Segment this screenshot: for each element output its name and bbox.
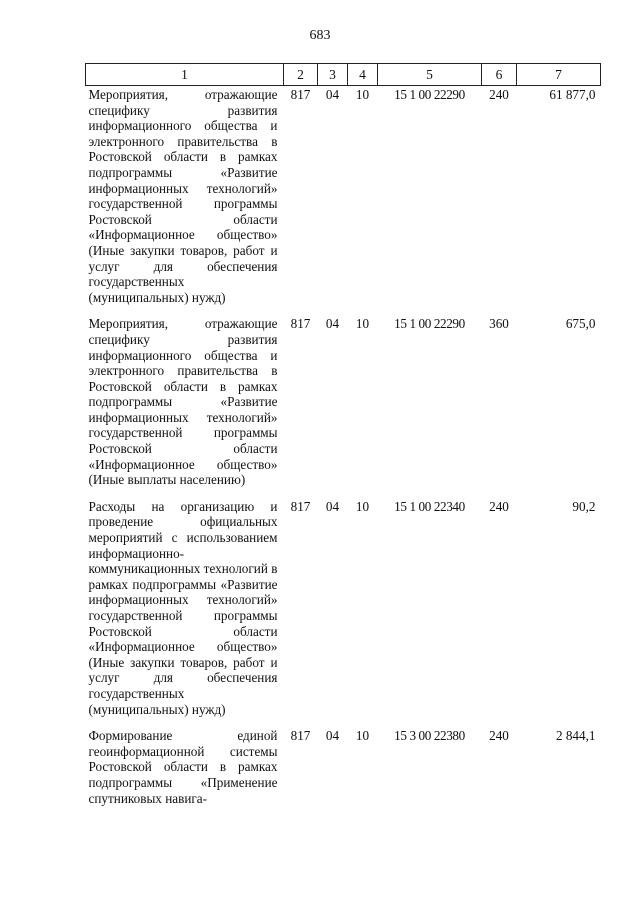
target-article-code: 15 3 00 22380	[394, 728, 465, 744]
section-code: 04	[325, 728, 340, 744]
row-description: Мероприятия, отражающие специфику развития информационного общества и электронного правительства в Ростовской области в рамках подпрограммы «Развитие информационных технологий» государственной программы Ростовской области «Информационное общество» (Иные закупки товаров, работ и услуг для обеспечения государственных (муниципальных) нужд)	[88, 87, 278, 305]
row-description: Мероприятия, отражающие специфику развития информационного общества и электронного правительства в Ростовской области в рамках подпрограммы «Развитие информационных технологий» государственной программы Ростовской области «Информационное общество» (Иные выплаты населению)	[88, 316, 278, 488]
column-header-7: 7	[517, 64, 601, 86]
header-row	[86, 64, 601, 86]
subsection-code: 10	[355, 316, 370, 332]
subsection-code: 10	[355, 87, 370, 102]
column-header-1: 1	[86, 64, 284, 86]
column-header-3: 3	[318, 64, 348, 86]
amount: 675,0	[565, 316, 596, 332]
target-article-code: 15 1 00 22290	[394, 87, 465, 102]
ministry-code: 817	[290, 87, 311, 102]
target-article-code: 15 1 00 22290	[394, 316, 465, 332]
expense-type-code: 240	[489, 728, 509, 744]
row-description: Формирование единой геоинформационной системы Ростовской области в рамках подпрограммы «Применение спутниковых навига-	[88, 728, 278, 806]
section-code: 04	[325, 498, 340, 514]
table-row	[86, 727, 601, 816]
table-row	[86, 86, 601, 316]
ministry-code: 817	[290, 316, 311, 332]
row-description: Расходы на организацию и проведение официальных мероприятий с использованием информационно-коммуникационных технологий в рамках подпрограммы «Развитие информационных технологий» государственной программы Ростовской области «Информационное общество» (Иные закупки товаров, работ и услуг для обеспечения государственных (муниципальных) нужд)	[88, 498, 278, 717]
expense-type-code: 360	[489, 316, 509, 332]
target-article-code: 15 1 00 22340	[394, 498, 465, 514]
subsection-code: 10	[355, 728, 370, 744]
ministry-code: 817	[290, 498, 311, 514]
column-header-6: 6	[482, 64, 517, 86]
section-code: 04	[325, 87, 340, 102]
amount: 2 844,1	[555, 728, 596, 744]
table-row	[86, 498, 601, 727]
column-header-5: 5	[378, 64, 482, 86]
column-header-4: 4	[348, 64, 378, 86]
table-row	[86, 315, 601, 498]
amount: 90,2	[572, 498, 596, 514]
column-header-2: 2	[284, 64, 318, 86]
section-code: 04	[325, 316, 340, 332]
budget-table	[85, 63, 601, 816]
page-number: 683	[309, 28, 331, 43]
expense-type-code: 240	[489, 498, 509, 514]
subsection-code: 10	[355, 498, 370, 514]
expense-type-code: 240	[489, 87, 509, 102]
amount: 61 877,0	[549, 87, 596, 102]
ministry-code: 817	[290, 728, 311, 744]
